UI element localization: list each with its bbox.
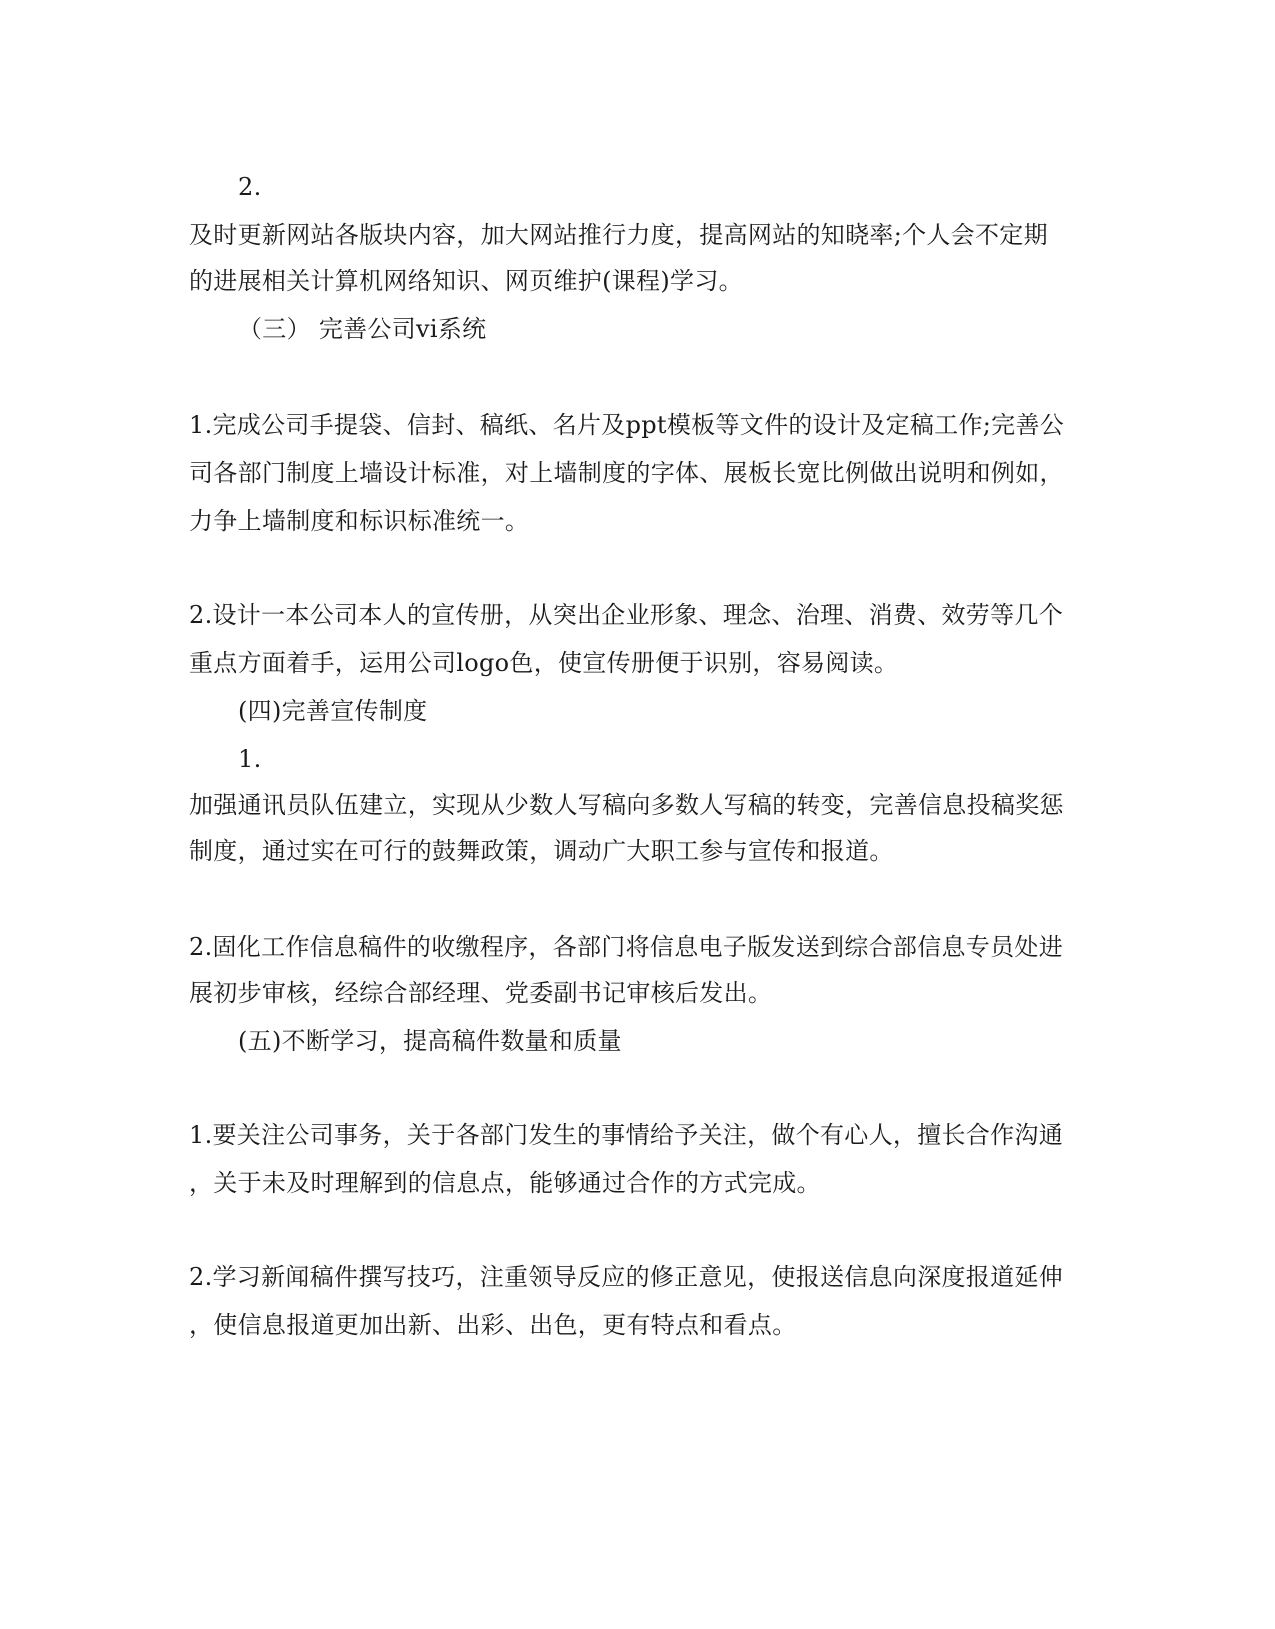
paragraph-line: 2.设计一本公司本人的宣传册，从突出企业形象、理念、治理、消费、效劳等几个 xyxy=(189,601,1063,629)
paragraph-line: 加强通讯员队伍建立，实现从少数人写稿向多数人写稿的转变，完善信息投稿奖惩 xyxy=(189,791,1064,819)
paragraph-line: 2.固化工作信息稿件的收缴程序，各部门将信息电子版发送到综合部信息专员处进 xyxy=(189,933,1063,961)
paragraph-line: ，使信息报道更加出新、出彩、出色，更有特点和看点。 xyxy=(189,1311,797,1339)
paragraph-line: 及时更新网站各版块内容，加大网站推行力度，提高网站的知晓率;个人会不定期 xyxy=(189,221,1048,249)
paragraph-line: ，关于未及时理解到的信息点，能够通过合作的方式完成。 xyxy=(189,1169,821,1197)
paragraph-line: 1.要关注公司事务，关于各部门发生的事情给予关注，做个有心人，擅长合作沟通 xyxy=(189,1121,1063,1149)
paragraph-line: 1.完成公司手提袋、信封、稿纸、名片及ppt模板等文件的设计及定稿工作;完善公 xyxy=(189,411,1065,439)
paragraph-line: 司各部门制度上墙设计标准，对上墙制度的字体、展板长宽比例做出说明和例如， xyxy=(189,459,1064,487)
paragraph-line: 力争上墙制度和标识标准统一。 xyxy=(189,507,530,535)
section-heading: (五)不断学习，提高稿件数量和质量 xyxy=(238,1027,622,1055)
paragraph-line: 展初步审核，经综合部经理、党委副书记审核后发出。 xyxy=(189,979,773,1007)
item-number: 2. xyxy=(238,173,262,201)
section-heading: （三） 完善公司vi系统 xyxy=(238,315,487,343)
paragraph-line: 制度，通过实在可行的鼓舞政策，调动广大职工参与宣传和报道。 xyxy=(189,837,894,865)
paragraph-line: 2.学习新闻稿件撰写技巧，注重领导反应的修正意见，使报送信息向深度报道延伸 xyxy=(189,1263,1063,1291)
item-number: 1. xyxy=(238,745,262,773)
paragraph-line: 的进展相关计算机网络知识、网页维护(课程)学习。 xyxy=(189,267,743,295)
paragraph-line: 重点方面着手，运用公司logo色，使宣传册便于识别，容易阅读。 xyxy=(189,649,899,677)
section-heading: (四)完善宣传制度 xyxy=(238,697,428,725)
